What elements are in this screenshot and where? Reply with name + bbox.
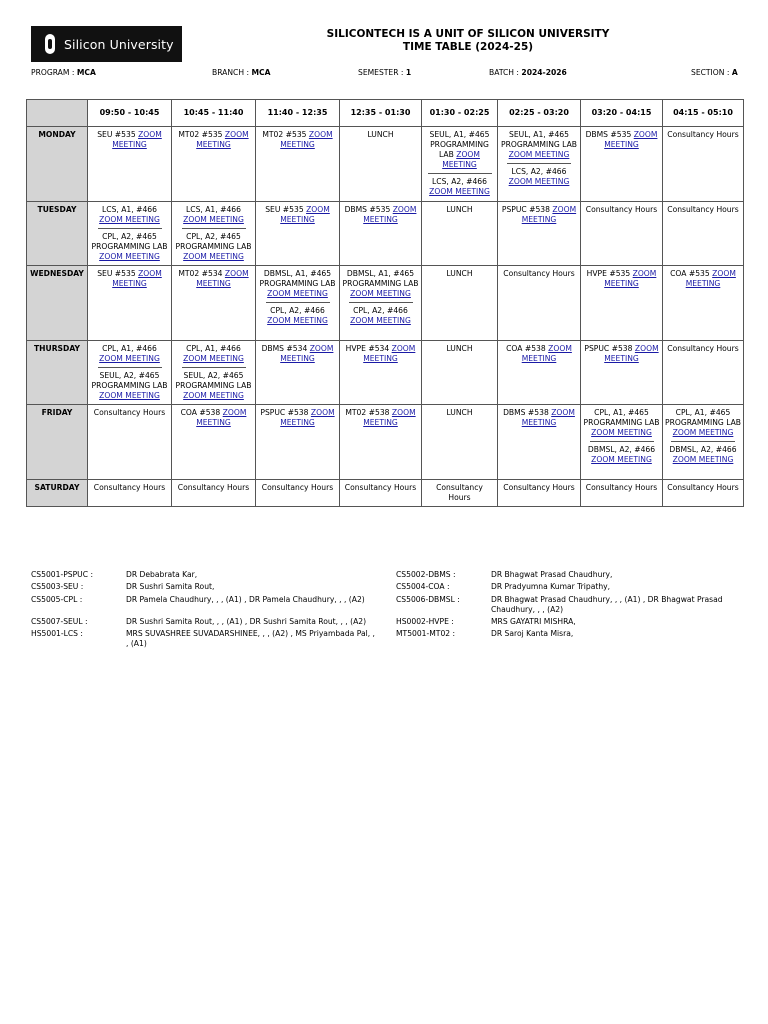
- faculty-code: CS5004-COA :: [396, 582, 450, 591]
- time-slot-header-row: [27, 100, 744, 127]
- faculty-code: CS5005-CPL :: [31, 595, 83, 604]
- meta-label: SEMESTER :: [358, 68, 406, 77]
- class-label: Consultancy Hours: [667, 205, 739, 214]
- zoom-meeting-link[interactable]: ZOOM MEETING: [604, 130, 658, 149]
- class-label: SEU #535: [265, 205, 304, 214]
- class-entry: [258, 306, 337, 326]
- class-entry: [342, 483, 419, 493]
- class-entry: [258, 269, 337, 299]
- zoom-meeting-link[interactable]: ZOOM MEETING: [267, 316, 328, 325]
- class-entry: [424, 130, 495, 170]
- class-label: DBMSL, A2, #466: [587, 445, 656, 454]
- corner-cell: [27, 100, 88, 127]
- faculty-name: MRS GAYATRI MISHRA,: [491, 617, 576, 626]
- schedule-cell: [422, 405, 498, 480]
- class-label: CPL, A1, #465 PROGRAMMING LAB: [583, 408, 660, 427]
- zoom-meeting-link[interactable]: ZOOM MEETING: [672, 428, 734, 437]
- class-label: MT02 #535: [262, 130, 307, 139]
- class-label: DBMSL, A2, #466: [669, 445, 737, 454]
- class-label: LCS, A1, #466: [186, 205, 241, 214]
- class-entry: [342, 306, 419, 326]
- class-entry: [665, 408, 741, 438]
- faculty-code: MT5001-MT02 :: [396, 629, 456, 638]
- zoom-meeting-link[interactable]: ZOOM MEETING: [280, 344, 334, 363]
- schedule-cell: [256, 341, 340, 405]
- class-label: Consultancy Hours: [503, 269, 575, 278]
- class-label: LUNCH: [446, 205, 473, 214]
- zoom-meeting-link[interactable]: ZOOM MEETING: [112, 269, 162, 288]
- schedule-cell: [422, 341, 498, 405]
- meta-field: [691, 68, 738, 77]
- class-entry: [500, 344, 578, 364]
- day-label: FRIDAY: [27, 405, 88, 480]
- zoom-meeting-link[interactable]: ZOOM MEETING: [591, 428, 652, 437]
- schedule-cell: [498, 127, 581, 202]
- class-label: DBMS #535: [585, 130, 632, 139]
- faculty-name: DR Bhagwat Prasad Chaudhury, , , (A1) , DR Bhagwat Prasad Chaudhury, , , (A2): [491, 595, 723, 614]
- schedule-cell: [88, 341, 172, 405]
- class-entry: [424, 483, 495, 503]
- class-entry: [90, 344, 169, 364]
- schedule-cell: [340, 127, 422, 202]
- class-entry: [665, 205, 741, 215]
- class-label: COA #538: [180, 408, 221, 417]
- class-entry: [174, 232, 253, 262]
- day-label: TUESDAY: [27, 202, 88, 266]
- class-entry: [424, 177, 495, 197]
- page-title: SILICONTECH IS A UNIT OF SILICON UNIVERSITY: [326, 28, 610, 40]
- class-label: Consultancy Hours: [667, 130, 739, 139]
- class-label: Consultancy Hours: [585, 205, 658, 214]
- schedule-cell: [172, 405, 256, 480]
- class-label: Consultancy Hours: [93, 483, 166, 492]
- class-label: CPL, A2, #465 PROGRAMMING LAB: [175, 232, 252, 251]
- university-logo: [31, 26, 182, 62]
- entry-divider: [507, 163, 571, 164]
- class-label: COA #538: [506, 344, 546, 353]
- class-label: PSPUC #538: [584, 344, 633, 353]
- class-entry: [424, 344, 495, 354]
- faculty-name: DR Pradyumna Kumar Tripathy,: [491, 582, 611, 591]
- class-label: LUNCH: [446, 344, 473, 353]
- zoom-meeting-link[interactable]: ZOOM MEETING: [604, 344, 659, 363]
- schedule-cell: [256, 127, 340, 202]
- zoom-meeting-link[interactable]: ZOOM MEETING: [183, 215, 244, 224]
- faculty-name: MRS SUVASHREE SUVADARSHINEE, , , (A2) , MS Priyambada Pal, , , (A1): [126, 629, 375, 648]
- schedule-cell: [340, 480, 422, 507]
- faculty-code: HS5001-LCS :: [31, 629, 83, 638]
- time-slot-header: 10:45 - 11:40: [172, 100, 256, 127]
- class-entry: [583, 130, 660, 150]
- time-slot-header: 12:35 - 01:30: [340, 100, 422, 127]
- class-label: PSPUC #538: [260, 408, 309, 417]
- class-label: SEUL, A2, #465 PROGRAMMING LAB: [91, 371, 168, 390]
- zoom-meeting-link[interactable]: ZOOM MEETING: [196, 130, 249, 149]
- table-row: [27, 127, 744, 202]
- class-entry: [342, 344, 419, 364]
- class-label: Consultancy Hours: [177, 483, 250, 492]
- class-entry: [583, 445, 660, 465]
- class-entry: [258, 483, 337, 493]
- schedule-cell: [88, 127, 172, 202]
- zoom-meeting-link[interactable]: ZOOM MEETING: [280, 130, 333, 149]
- zoom-meeting-link[interactable]: ZOOM MEETING: [363, 408, 416, 427]
- zoom-meeting-link[interactable]: ZOOM MEETING: [99, 215, 160, 224]
- time-slot-header: 03:20 - 04:15: [581, 100, 663, 127]
- schedule-cell: [498, 480, 581, 507]
- class-entry: [665, 269, 741, 289]
- meta-field: [31, 68, 96, 77]
- faculty-code: CS5001-PSPUC :: [31, 570, 93, 579]
- table-row: [27, 341, 744, 405]
- schedule-cell: [498, 266, 581, 341]
- class-entry: [500, 167, 578, 187]
- class-entry: [500, 130, 578, 160]
- class-label: CPL, A1, #466: [186, 344, 241, 353]
- entry-divider: [182, 367, 246, 368]
- class-entry: [424, 205, 495, 215]
- zoom-meeting-link[interactable]: ZOOM MEETING: [508, 177, 570, 186]
- meta-value: 2024-2026: [521, 68, 567, 77]
- class-entry: [424, 269, 495, 279]
- zoom-meeting-link[interactable]: ZOOM MEETING: [183, 354, 244, 363]
- class-entry: [342, 269, 419, 299]
- table-row: [27, 405, 744, 480]
- faculty-code: CS5002-DBMS :: [396, 570, 456, 579]
- zoom-meeting-link[interactable]: ZOOM MEETING: [350, 316, 411, 325]
- schedule-cell: [88, 480, 172, 507]
- zoom-meeting-link[interactable]: ZOOM MEETING: [99, 354, 160, 363]
- entry-divider: [98, 228, 162, 229]
- schedule-cell: [256, 266, 340, 341]
- class-label: MT02 #535: [178, 130, 223, 139]
- schedule-cell: [498, 341, 581, 405]
- class-entry: [583, 344, 660, 364]
- schedule-cell: [422, 480, 498, 507]
- silicon-logo-icon: [42, 34, 58, 54]
- class-entry: [90, 408, 169, 418]
- class-label: Consultancy Hours: [344, 483, 417, 492]
- faculty-name: DR Sushri Samita Rout, , , (A1) , DR Sushri Samita Rout, , , (A2): [126, 617, 367, 626]
- class-entry: [342, 408, 419, 428]
- faculty-name: DR Bhagwat Prasad Chaudhury,: [491, 570, 613, 579]
- class-entry: [174, 269, 253, 289]
- class-label: HVPE #535: [586, 269, 631, 278]
- meta-label: SECTION :: [691, 68, 732, 77]
- zoom-meeting-link[interactable]: ZOOM MEETING: [521, 205, 577, 224]
- class-label: MT02 #538: [345, 408, 390, 417]
- zoom-meeting-link[interactable]: ZOOM MEETING: [591, 455, 652, 464]
- class-entry: [174, 371, 253, 401]
- schedule-cell: [498, 405, 581, 480]
- faculty-name: DR Pamela Chaudhury, , , (A1) , DR Pamela Chaudhury, , , (A2): [126, 595, 365, 604]
- day-label: SATURDAY: [27, 480, 88, 507]
- schedule-cell: [88, 202, 172, 266]
- zoom-meeting-link[interactable]: ZOOM MEETING: [280, 408, 335, 427]
- schedule-cell: [172, 202, 256, 266]
- schedule-cell: [172, 341, 256, 405]
- zoom-meeting-link[interactable]: ZOOM MEETING: [112, 130, 162, 149]
- meta-value: MCA: [251, 68, 271, 77]
- table-row: [27, 202, 744, 266]
- time-slot-header: 09:50 - 10:45: [88, 100, 172, 127]
- zoom-meeting-link[interactable]: ZOOM MEETING: [196, 269, 249, 288]
- class-entry: [583, 408, 660, 438]
- faculty-name: DR Sushri Samita Rout,: [126, 582, 215, 591]
- class-entry: [174, 408, 253, 428]
- class-label: CPL, A2, #466: [270, 306, 325, 315]
- class-entry: [174, 205, 253, 225]
- meta-field: [489, 68, 567, 77]
- class-label: LCS, A2, #466: [511, 167, 567, 176]
- zoom-meeting-link[interactable]: ZOOM MEETING: [267, 289, 328, 298]
- class-label: Consultancy Hours: [93, 408, 166, 417]
- class-entry: [665, 483, 741, 493]
- meta-value: 1: [405, 68, 412, 77]
- meta-label: PROGRAM :: [31, 68, 77, 77]
- class-label: Consultancy Hours: [585, 483, 658, 492]
- schedule-cell: [256, 202, 340, 266]
- class-label: LCS, A1, #466: [102, 205, 157, 214]
- zoom-meeting-link[interactable]: ZOOM MEETING: [521, 344, 572, 363]
- zoom-meeting-link[interactable]: ZOOM MEETING: [685, 269, 736, 288]
- meta-label: BRANCH :: [212, 68, 252, 77]
- class-entry: [500, 269, 578, 279]
- class-entry: [90, 371, 169, 401]
- class-entry: [665, 344, 741, 354]
- entry-divider: [266, 302, 330, 303]
- logo-text: Silicon University: [64, 36, 174, 52]
- class-label: SEU #535: [97, 130, 136, 139]
- class-label: SEUL, A2, #465 PROGRAMMING LAB: [175, 371, 252, 390]
- class-entry: [90, 205, 169, 225]
- class-label: DBMS #534: [261, 344, 308, 353]
- class-label: Consultancy Hours: [436, 483, 483, 502]
- schedule-cell: [581, 202, 663, 266]
- class-entry: [258, 344, 337, 364]
- day-label: THURSDAY: [27, 341, 88, 405]
- schedule-cell: [172, 480, 256, 507]
- class-entry: [342, 205, 419, 225]
- zoom-meeting-link[interactable]: ZOOM MEETING: [363, 344, 416, 363]
- class-entry: [424, 408, 495, 418]
- class-entry: [665, 130, 741, 140]
- class-entry: [500, 408, 578, 428]
- class-entry: [258, 408, 337, 428]
- class-entry: [174, 130, 253, 150]
- class-label: DBMS #538: [503, 408, 549, 417]
- zoom-meeting-link[interactable]: ZOOM MEETING: [350, 289, 411, 298]
- class-entry: [258, 205, 337, 225]
- schedule-cell: [422, 127, 498, 202]
- entry-divider: [98, 367, 162, 368]
- schedule-cell: [172, 266, 256, 341]
- meta-value: A: [731, 68, 738, 77]
- class-label: COA #535: [670, 269, 710, 278]
- page-subtitle: TIME TABLE (2024-25): [402, 41, 534, 53]
- class-entry: [258, 130, 337, 150]
- class-entry: [90, 130, 169, 150]
- schedule-cell: [663, 266, 744, 341]
- class-entry: [342, 130, 419, 140]
- timetable: [26, 99, 744, 507]
- class-entry: [665, 445, 741, 465]
- schedule-cell: [256, 405, 340, 480]
- class-label: LUNCH: [446, 408, 473, 417]
- time-slot-header: 04:15 - 05:10: [663, 100, 744, 127]
- day-label: MONDAY: [27, 127, 88, 202]
- class-label: LUNCH: [446, 269, 473, 278]
- schedule-cell: [663, 127, 744, 202]
- schedule-cell: [340, 341, 422, 405]
- schedule-cell: [663, 202, 744, 266]
- class-label: Consultancy Hours: [261, 483, 334, 492]
- schedule-cell: [88, 266, 172, 341]
- time-slot-header: 02:25 - 03:20: [498, 100, 581, 127]
- class-entry: [90, 483, 169, 493]
- zoom-meeting-link[interactable]: ZOOM MEETING: [604, 269, 657, 288]
- schedule-cell: [581, 127, 663, 202]
- table-row: [27, 480, 744, 507]
- class-entry: [500, 483, 578, 493]
- zoom-meeting-link[interactable]: ZOOM MEETING: [196, 408, 247, 427]
- zoom-meeting-link[interactable]: ZOOM MEETING: [429, 187, 490, 196]
- class-label: SEU #535: [97, 269, 136, 278]
- faculty-name: DR Saroj Kanta Misra,: [491, 629, 574, 638]
- zoom-meeting-link[interactable]: ZOOM MEETING: [280, 205, 330, 224]
- schedule-cell: [422, 266, 498, 341]
- zoom-meeting-link[interactable]: ZOOM MEETING: [183, 252, 244, 261]
- table-row: [27, 266, 744, 341]
- class-label: LCS, A2, #466: [432, 177, 487, 186]
- meta-value: MCA: [76, 68, 96, 77]
- class-label: CPL, A1, #466: [102, 344, 157, 353]
- meta-label: BATCH :: [489, 68, 522, 77]
- class-entry: [90, 269, 169, 289]
- time-slot-header: 11:40 - 12:35: [256, 100, 340, 127]
- class-label: MT02 #534: [178, 269, 223, 278]
- schedule-cell: [88, 405, 172, 480]
- class-label: SEUL, A1, #465 PROGRAMMING LAB: [429, 130, 490, 159]
- faculty-code: CS5006-DBMSL :: [396, 595, 460, 604]
- timetable-body: [27, 127, 744, 507]
- time-slot-header: 01:30 - 02:25: [422, 100, 498, 127]
- zoom-meeting-link[interactable]: ZOOM MEETING: [521, 408, 575, 427]
- entry-divider: [671, 441, 735, 442]
- entry-divider: [349, 302, 413, 303]
- schedule-cell: [340, 405, 422, 480]
- class-label: DBMS #535: [344, 205, 391, 214]
- day-label: WEDNESDAY: [27, 266, 88, 341]
- zoom-meeting-link[interactable]: ZOOM MEETING: [99, 252, 160, 261]
- class-label: LUNCH: [367, 130, 394, 139]
- class-label: Consultancy Hours: [503, 483, 575, 492]
- class-entry: [90, 232, 169, 262]
- schedule-cell: [340, 266, 422, 341]
- schedule-cell: [581, 480, 663, 507]
- class-entry: [583, 483, 660, 493]
- class-entry: [174, 483, 253, 493]
- schedule-cell: [340, 202, 422, 266]
- zoom-meeting-link[interactable]: ZOOM MEETING: [508, 150, 570, 159]
- zoom-meeting-link[interactable]: ZOOM MEETING: [442, 150, 480, 169]
- class-label: CPL, A2, #466: [353, 306, 408, 315]
- schedule-cell: [663, 405, 744, 480]
- meta-field: [212, 68, 270, 77]
- class-entry: [500, 205, 578, 225]
- entry-divider: [182, 228, 246, 229]
- schedule-cell: [256, 480, 340, 507]
- class-entry: [174, 344, 253, 364]
- schedule-cell: [498, 202, 581, 266]
- faculty-name: DR Debabrata Kar,: [126, 570, 198, 579]
- schedule-cell: [663, 480, 744, 507]
- class-label: SEUL, A1, #465 PROGRAMMING LAB: [500, 130, 577, 149]
- schedule-cell: [172, 127, 256, 202]
- class-label: DBMSL, A1, #465 PROGRAMMING LAB: [342, 269, 419, 288]
- meta-field: [358, 68, 411, 77]
- zoom-meeting-link[interactable]: ZOOM MEETING: [99, 391, 160, 400]
- zoom-meeting-link[interactable]: ZOOM MEETING: [363, 205, 417, 224]
- class-label: CPL, A2, #465 PROGRAMMING LAB: [91, 232, 168, 251]
- class-label: HVPE #534: [345, 344, 390, 353]
- entry-divider: [428, 173, 492, 174]
- faculty-code: CS5007-SEUL :: [31, 617, 88, 626]
- schedule-cell: [581, 266, 663, 341]
- class-entry: [583, 269, 660, 289]
- schedule-cell: [581, 341, 663, 405]
- schedule-cell: [422, 202, 498, 266]
- class-label: CPL, A1, #465 PROGRAMMING LAB: [665, 408, 742, 427]
- entry-divider: [590, 441, 654, 442]
- class-label: Consultancy Hours: [667, 483, 739, 492]
- class-label: PSPUC #538: [501, 205, 550, 214]
- zoom-meeting-link[interactable]: ZOOM MEETING: [183, 391, 244, 400]
- zoom-meeting-link[interactable]: ZOOM MEETING: [672, 455, 734, 464]
- faculty-code: HS0002-HVPE :: [396, 617, 454, 626]
- class-label: DBMSL, A1, #465 PROGRAMMING LAB: [259, 269, 336, 288]
- class-entry: [583, 205, 660, 215]
- faculty-code: CS5003-SEU :: [31, 582, 84, 591]
- schedule-cell: [663, 341, 744, 405]
- schedule-cell: [581, 405, 663, 480]
- class-label: Consultancy Hours: [667, 344, 739, 353]
